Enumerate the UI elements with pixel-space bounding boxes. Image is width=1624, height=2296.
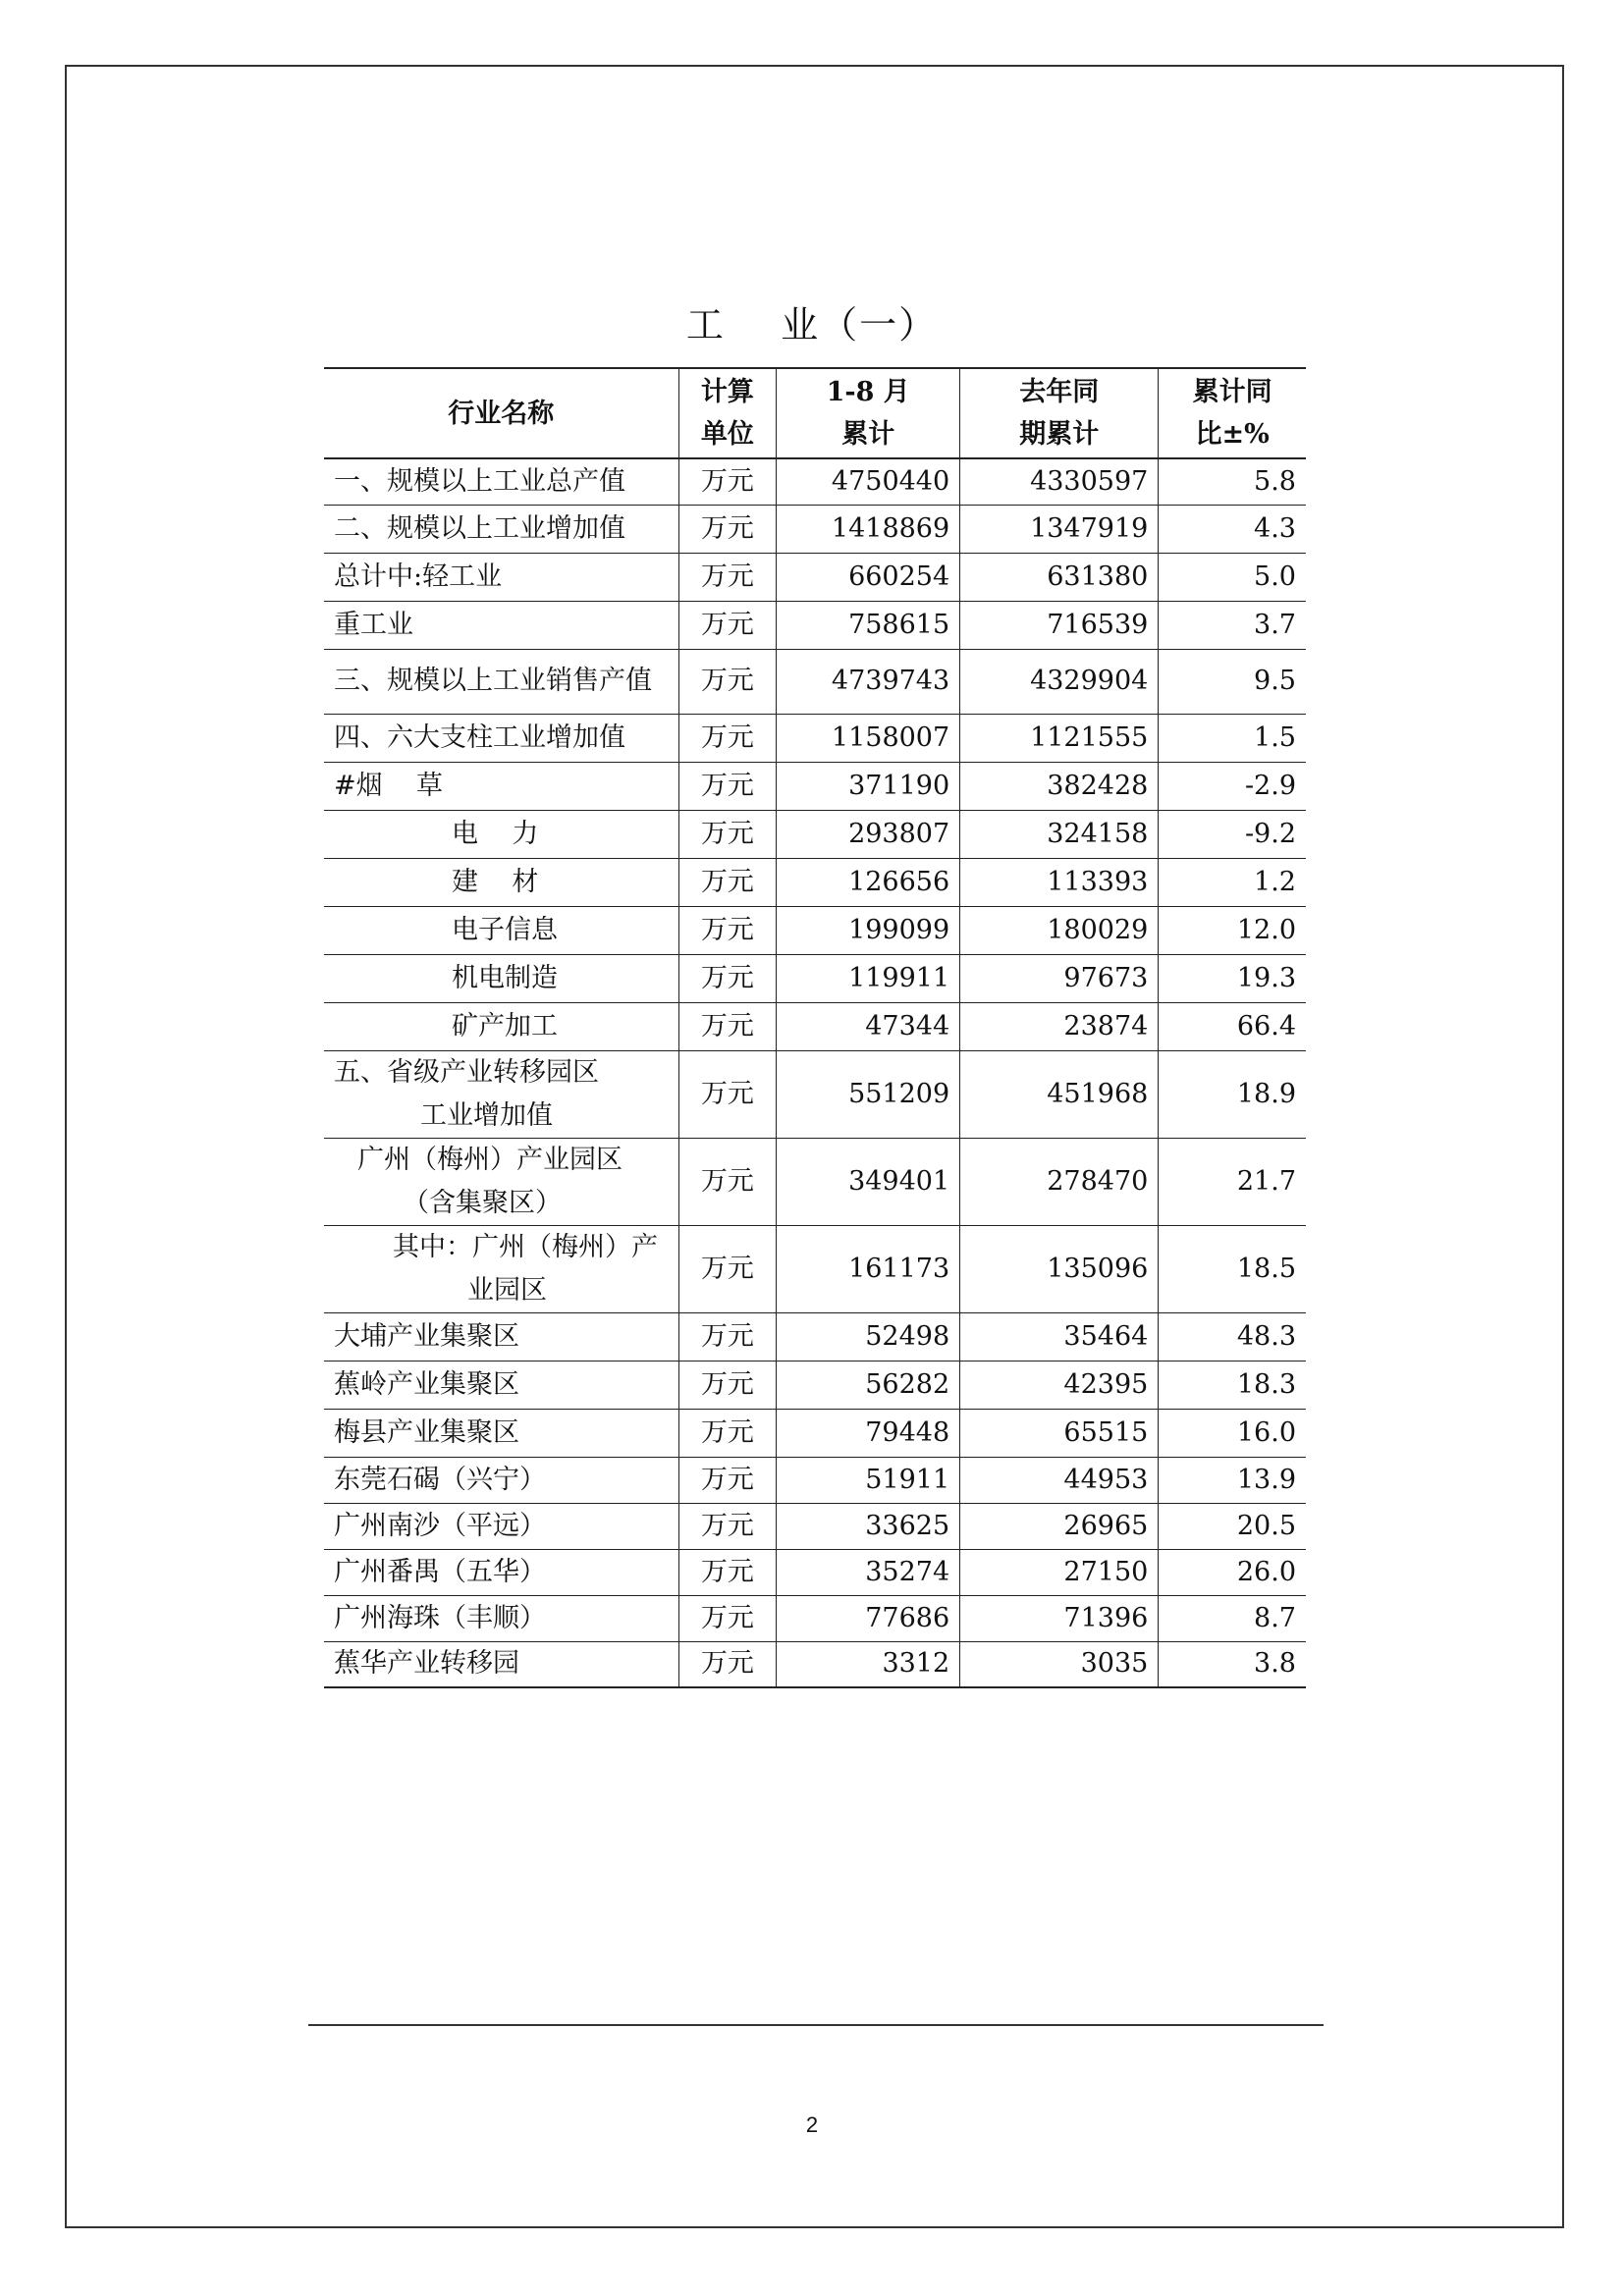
row-current: 551209 [777,1050,960,1138]
row-name: 东莞石碣（兴宁） [324,1457,678,1503]
row-name: #烟 草 [324,762,678,810]
header-unit: 计算 单位 [678,368,777,458]
row-previous: 65515 [960,1409,1159,1457]
row-name: 一、规模以上工业总产值 [324,458,678,505]
row-previous: 716539 [960,601,1159,649]
table-row [324,1641,1306,1687]
row-current: 758615 [777,601,960,649]
row-current: 4739743 [777,649,960,714]
row-unit: 万元 [678,714,777,762]
table-row [324,1312,1306,1361]
row-name: 大埔产业集聚区 [324,1312,678,1361]
row-name: 其中：广州（梅州）产 业园区 [324,1225,678,1312]
row-name: 总计中:轻工业 [324,553,678,601]
row-current: 199099 [777,906,960,954]
row-name: 三、规模以上工业销售产值 [324,649,678,714]
row-percent: 3.8 [1159,1641,1306,1687]
row-name: 五、省级产业转移园区 工业增加值 [324,1050,678,1138]
row-unit: 万元 [678,1409,777,1457]
table-row [324,505,1306,553]
row-percent: 5.8 [1159,458,1306,505]
row-name: 蕉华产业转移园 [324,1641,678,1687]
row-name: 电 力 [324,810,678,858]
row-previous: 4330597 [960,458,1159,505]
header-industry-name: 行业名称 [324,368,678,458]
row-current: 3312 [777,1641,960,1687]
row-percent: -2.9 [1159,762,1306,810]
row-unit: 万元 [678,505,777,553]
row-previous: 44953 [960,1457,1159,1503]
row-percent: -9.2 [1159,810,1306,858]
row-previous: 35464 [960,1312,1159,1361]
header-last-year-cumulative: 去年同 期累计 [960,368,1159,458]
row-unit: 万元 [678,1138,777,1225]
row-unit: 万元 [678,1361,777,1409]
row-percent: 4.3 [1159,505,1306,553]
row-name: 梅县产业集聚区 [324,1409,678,1457]
row-percent: 26.0 [1159,1549,1306,1595]
row-name: 广州海珠（丰顺） [324,1595,678,1641]
row-percent: 9.5 [1159,649,1306,714]
row-unit: 万元 [678,458,777,505]
table-row [324,1138,1306,1225]
row-name: 广州南沙（平远） [324,1503,678,1549]
row-current: 119911 [777,954,960,1002]
table-header-row [324,368,1306,458]
row-percent: 18.9 [1159,1050,1306,1138]
row-name: 矿产加工 [324,1002,678,1050]
row-current: 1158007 [777,714,960,762]
row-unit: 万元 [678,1312,777,1361]
row-previous: 1347919 [960,505,1159,553]
row-previous: 27150 [960,1549,1159,1595]
row-previous: 135096 [960,1225,1159,1312]
page-number: 2 [805,2112,819,2137]
row-current: 4750440 [777,458,960,505]
table-row [324,1225,1306,1312]
row-unit: 万元 [678,1595,777,1641]
row-name: 重工业 [324,601,678,649]
row-current: 126656 [777,858,960,906]
row-previous: 23874 [960,1002,1159,1050]
row-percent: 1.2 [1159,858,1306,906]
row-previous: 278470 [960,1138,1159,1225]
row-previous: 71396 [960,1595,1159,1641]
row-unit: 万元 [678,601,777,649]
page-title: 工 业（一） [685,303,939,347]
table-row [324,762,1306,810]
row-current: 660254 [777,553,960,601]
row-name: 广州番禺（五华） [324,1549,678,1595]
row-previous: 3035 [960,1641,1159,1687]
table-row [324,1549,1306,1595]
row-current: 371190 [777,762,960,810]
row-percent: 20.5 [1159,1503,1306,1549]
row-unit: 万元 [678,1503,777,1549]
row-previous: 451968 [960,1050,1159,1138]
row-percent: 13.9 [1159,1457,1306,1503]
row-unit: 万元 [678,1457,777,1503]
row-previous: 97673 [960,954,1159,1002]
row-current: 79448 [777,1409,960,1457]
row-previous: 180029 [960,906,1159,954]
row-unit: 万元 [678,954,777,1002]
footer-divider [308,2024,1324,2026]
row-name: 二、规模以上工业增加值 [324,505,678,553]
row-current: 293807 [777,810,960,858]
row-current: 56282 [777,1361,960,1409]
row-name: 广州（梅州）产业园区 （含集聚区） [324,1138,678,1225]
table-row [324,810,1306,858]
row-percent: 1.5 [1159,714,1306,762]
row-previous: 324158 [960,810,1159,858]
row-percent: 12.0 [1159,906,1306,954]
row-percent: 5.0 [1159,553,1306,601]
row-current: 35274 [777,1549,960,1595]
table-row [324,714,1306,762]
table-row [324,458,1306,505]
row-unit: 万元 [678,1002,777,1050]
row-percent: 66.4 [1159,1002,1306,1050]
row-name: 四、六大支柱工业增加值 [324,714,678,762]
table-row [324,954,1306,1002]
row-current: 77686 [777,1595,960,1641]
row-percent: 21.7 [1159,1138,1306,1225]
row-name: 电子信息 [324,906,678,954]
row-name: 蕉岭产业集聚区 [324,1361,678,1409]
row-name: 机电制造 [324,954,678,1002]
table-row [324,1503,1306,1549]
row-unit: 万元 [678,762,777,810]
row-percent: 19.3 [1159,954,1306,1002]
row-percent: 3.7 [1159,601,1306,649]
row-previous: 1121555 [960,714,1159,762]
table-row [324,906,1306,954]
row-current: 51911 [777,1457,960,1503]
row-unit: 万元 [678,1641,777,1687]
row-current: 1418869 [777,505,960,553]
table-row [324,649,1306,714]
table-row [324,1050,1306,1138]
row-current: 349401 [777,1138,960,1225]
row-percent: 18.3 [1159,1361,1306,1409]
row-percent: 48.3 [1159,1312,1306,1361]
row-unit: 万元 [678,906,777,954]
row-previous: 631380 [960,553,1159,601]
row-unit: 万元 [678,1225,777,1312]
row-previous: 26965 [960,1503,1159,1549]
row-unit: 万元 [678,810,777,858]
industry-table [324,367,1306,1688]
row-previous: 382428 [960,762,1159,810]
row-current: 52498 [777,1312,960,1361]
row-percent: 18.5 [1159,1225,1306,1312]
table-row [324,1002,1306,1050]
row-unit: 万元 [678,1549,777,1595]
row-current: 33625 [777,1503,960,1549]
header-yoy-change: 累计同 比±% [1159,368,1306,458]
row-previous: 42395 [960,1361,1159,1409]
row-previous: 4329904 [960,649,1159,714]
row-current: 161173 [777,1225,960,1312]
table-row [324,858,1306,906]
row-name: 建 材 [324,858,678,906]
row-unit: 万元 [678,1050,777,1138]
table-row [324,1595,1306,1641]
table-row [324,553,1306,601]
table-row [324,1409,1306,1457]
row-previous: 113393 [960,858,1159,906]
header-current-cumulative: 1-8 月 累计 [777,368,960,458]
table-row [324,1361,1306,1409]
row-percent: 16.0 [1159,1409,1306,1457]
table-row [324,601,1306,649]
table-row [324,1457,1306,1503]
row-current: 47344 [777,1002,960,1050]
row-unit: 万元 [678,858,777,906]
row-percent: 8.7 [1159,1595,1306,1641]
row-unit: 万元 [678,649,777,714]
row-unit: 万元 [678,553,777,601]
